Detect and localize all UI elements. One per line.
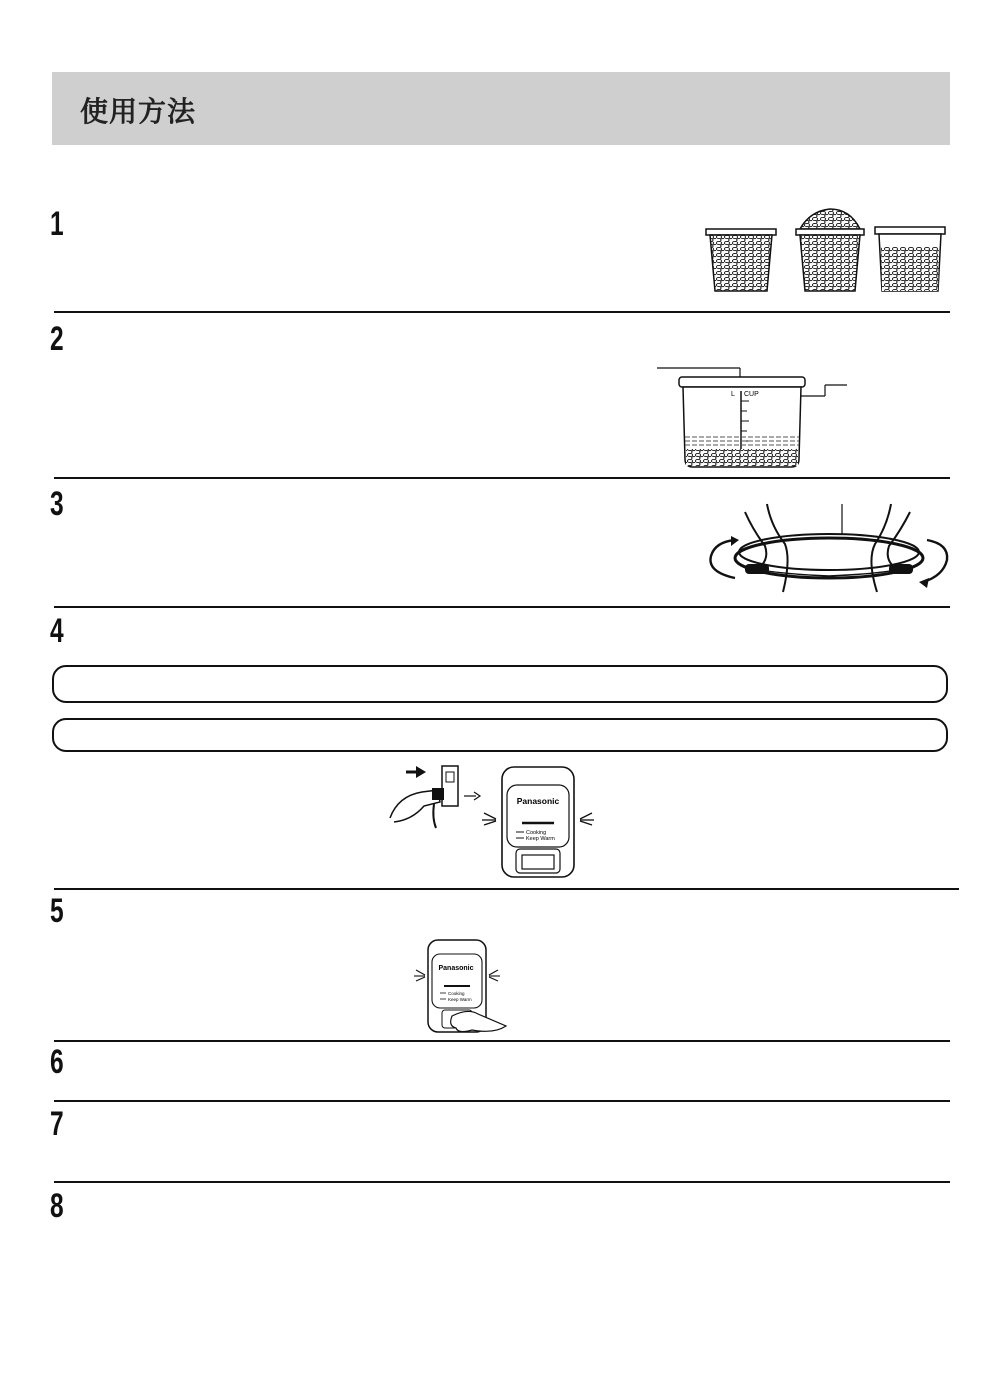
keep-warm-indicator-label: Keep Warm xyxy=(526,836,555,842)
divider xyxy=(54,311,950,313)
brand-logo: Panasonic xyxy=(516,796,560,806)
keep-warm-indicator-label: Keep Warm xyxy=(448,997,472,1002)
step-number-3: 3 xyxy=(50,485,64,523)
cooking-indicator-label: Cooking xyxy=(526,830,547,836)
cooking-indicator-label: Cooking xyxy=(448,991,465,996)
step-number-6: 6 xyxy=(50,1043,64,1081)
step-number-7: 7 xyxy=(50,1105,64,1143)
step-number-2: 2 xyxy=(50,320,64,358)
heaped-cup xyxy=(796,209,864,291)
step-number-5: 5 xyxy=(50,892,64,930)
note-box xyxy=(52,665,948,703)
underfilled-cup xyxy=(875,227,945,291)
step-number-4: 4 xyxy=(50,612,64,650)
step-number-8: 8 xyxy=(50,1187,64,1225)
divider xyxy=(54,888,959,890)
rice-cups-illustration xyxy=(700,205,950,297)
press-button-illustration xyxy=(412,938,512,1038)
page-title: 使用方法 xyxy=(80,95,197,128)
divider xyxy=(54,1181,950,1183)
plug-in-illustration xyxy=(388,762,488,832)
scale-label-cup: CUP xyxy=(744,391,759,398)
pan-rotate-illustration xyxy=(705,500,953,595)
note-box xyxy=(52,718,948,752)
brand-logo: Panasonic xyxy=(438,965,474,972)
level-cup xyxy=(706,229,776,291)
section-header xyxy=(52,72,950,145)
divider xyxy=(54,1040,950,1042)
divider xyxy=(54,606,950,608)
inner-pan-illustration xyxy=(655,363,855,473)
divider xyxy=(54,1100,950,1102)
scale-label-l: L xyxy=(731,391,735,398)
step-number-1: 1 xyxy=(50,205,64,243)
cooker-panel-illustration xyxy=(480,765,596,880)
divider xyxy=(54,477,950,479)
